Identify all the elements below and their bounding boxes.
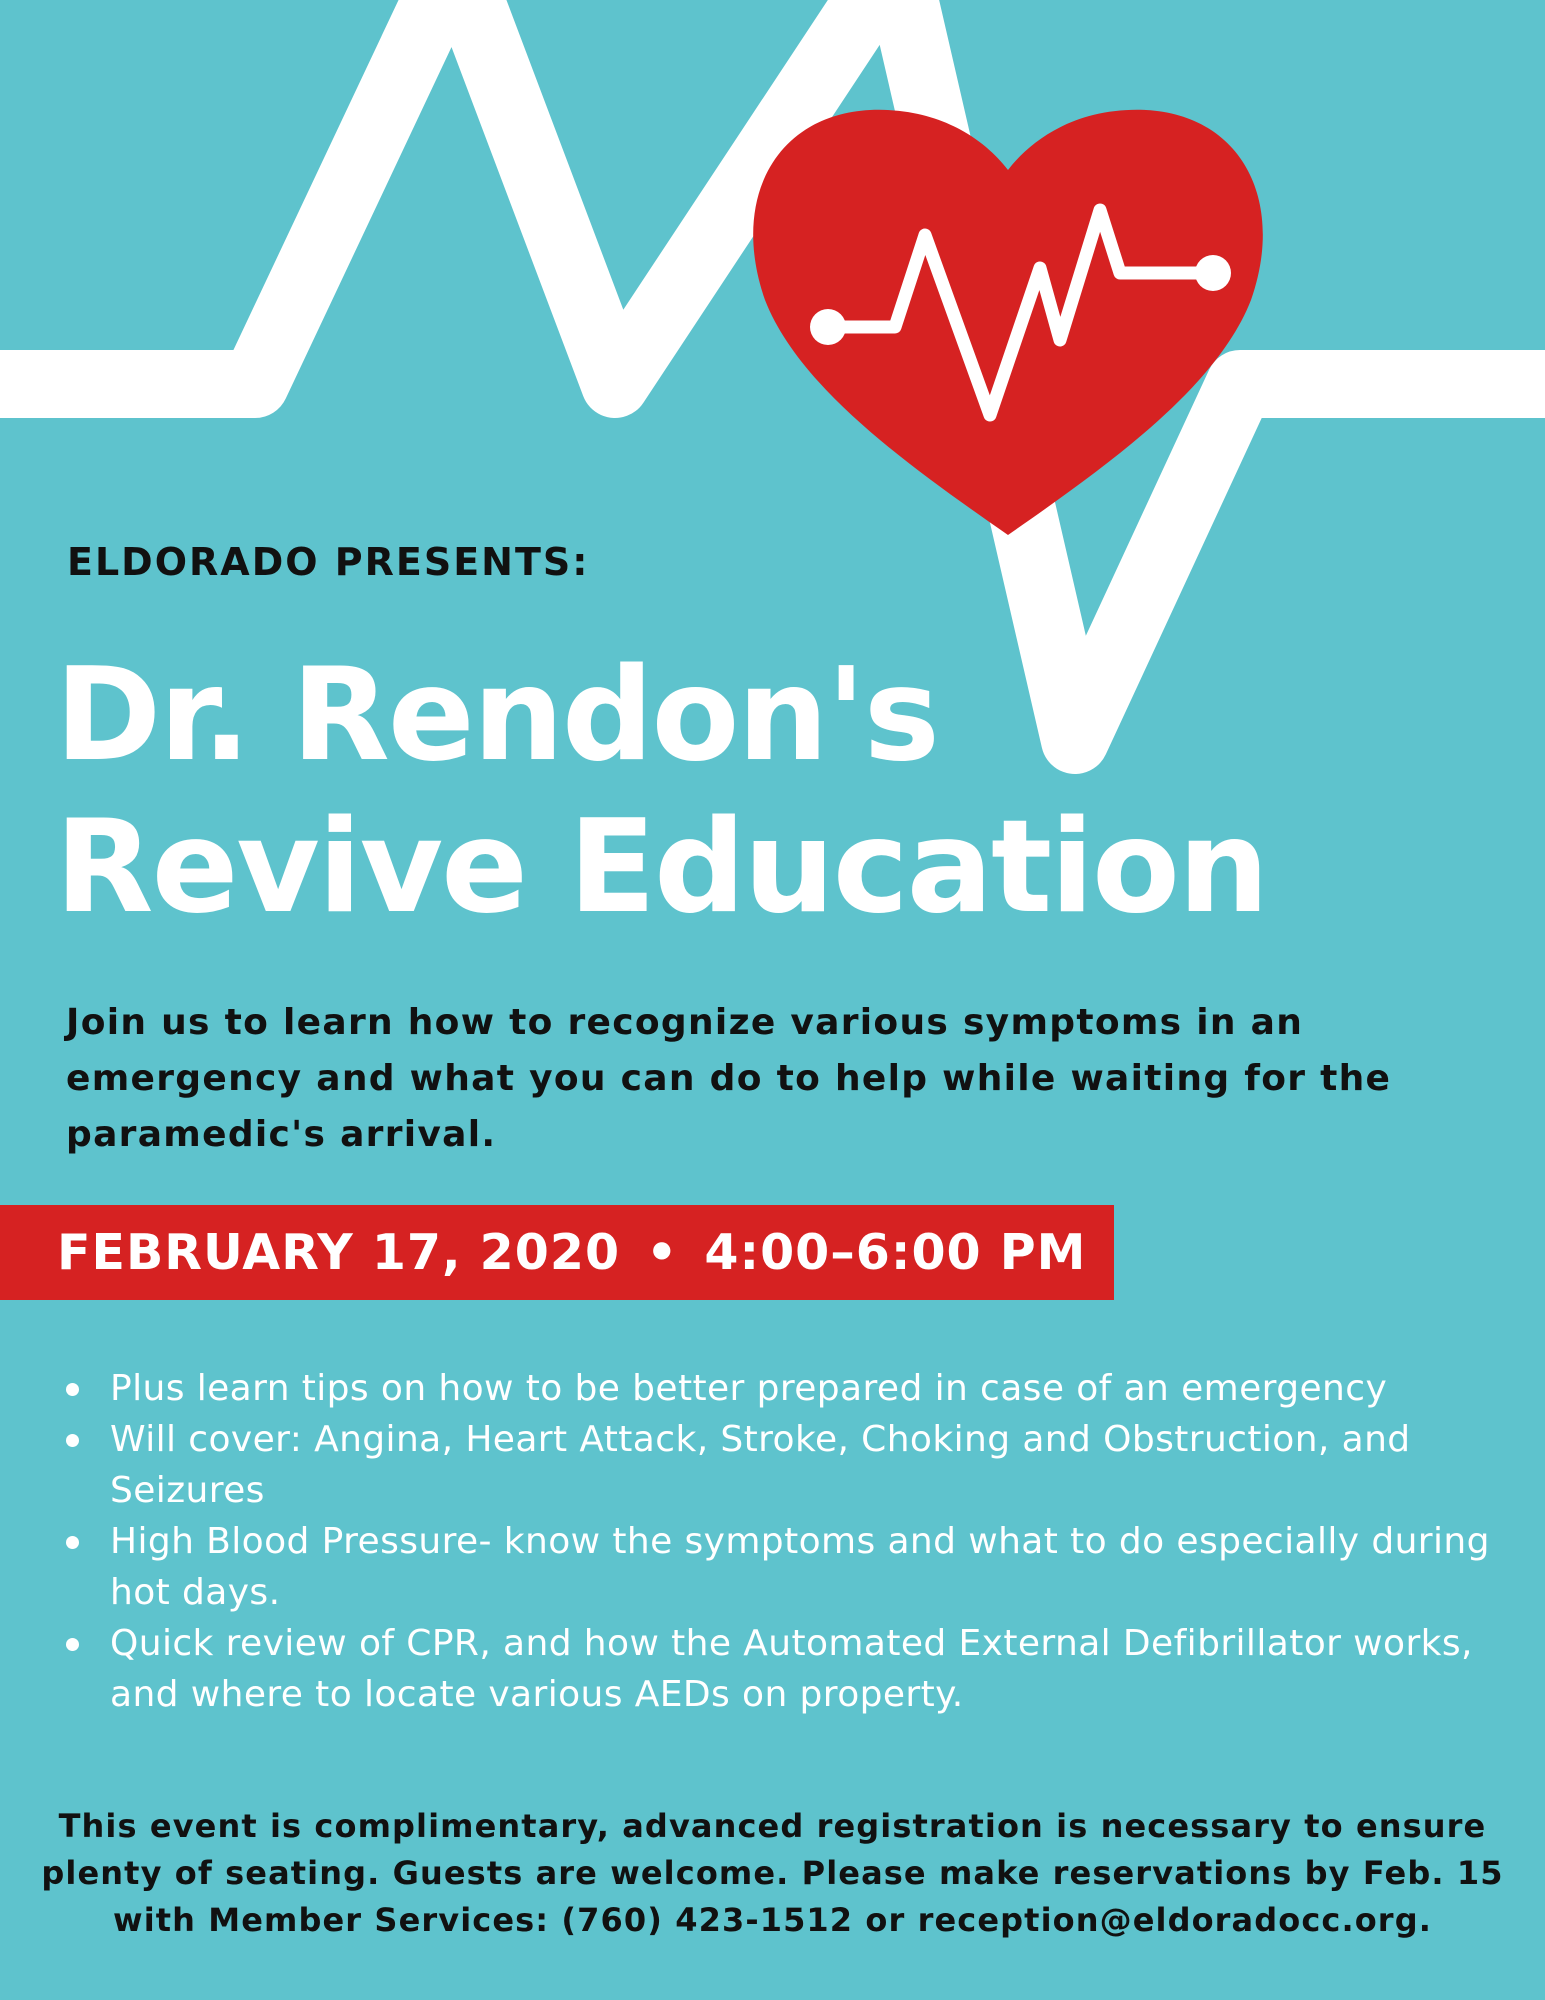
event-date: FEBRUARY 17, 2020 — [57, 1224, 621, 1281]
ecg-line — [0, 0, 1545, 740]
footer-line-1: This event is complimentary, advanced registration is necessary to ensure — [58, 1807, 1487, 1845]
event-time: 4:00–6:00 PM — [704, 1224, 1087, 1281]
topics-list — [62, 1363, 1492, 1720]
presenter-label: ELDORADO PRESENTS: — [67, 540, 590, 584]
event-title — [55, 640, 1267, 944]
footer-line-3: with Member Services: (760) 423-1512 or reception@eldoradocc.org. — [113, 1901, 1432, 1939]
list-item: Will cover: Angina, Heart Attack, Stroke, Choking and Obstruction, and Seizures — [62, 1414, 1492, 1516]
date-time-text — [57, 1224, 1086, 1281]
list-item: Quick review of CPR, and how the Automated External Defibrillator works, and where to locate various AEDs on property. — [62, 1618, 1492, 1720]
event-description: Join us to learn how to recognize various symptoms in an emergency and what you can do to help while waiting for the paramedic's arrival. — [66, 1002, 1392, 1155]
title-line-2: Revive Education — [55, 793, 1268, 942]
title-line-1: Dr. Rendon's — [55, 641, 938, 790]
date-time-banner — [0, 1205, 1114, 1300]
list-item: Plus learn tips on how to be better prepared in case of an emergency — [62, 1363, 1492, 1414]
footer-line-2: plenty of seating. Guests are welcome. Please make reservations by Feb. 15 — [41, 1854, 1504, 1892]
registration-info — [40, 1803, 1505, 1944]
separator-dot: • — [646, 1224, 679, 1281]
list-item: High Blood Pressure- know the symptoms and what to do especially during hot days. — [62, 1516, 1492, 1618]
